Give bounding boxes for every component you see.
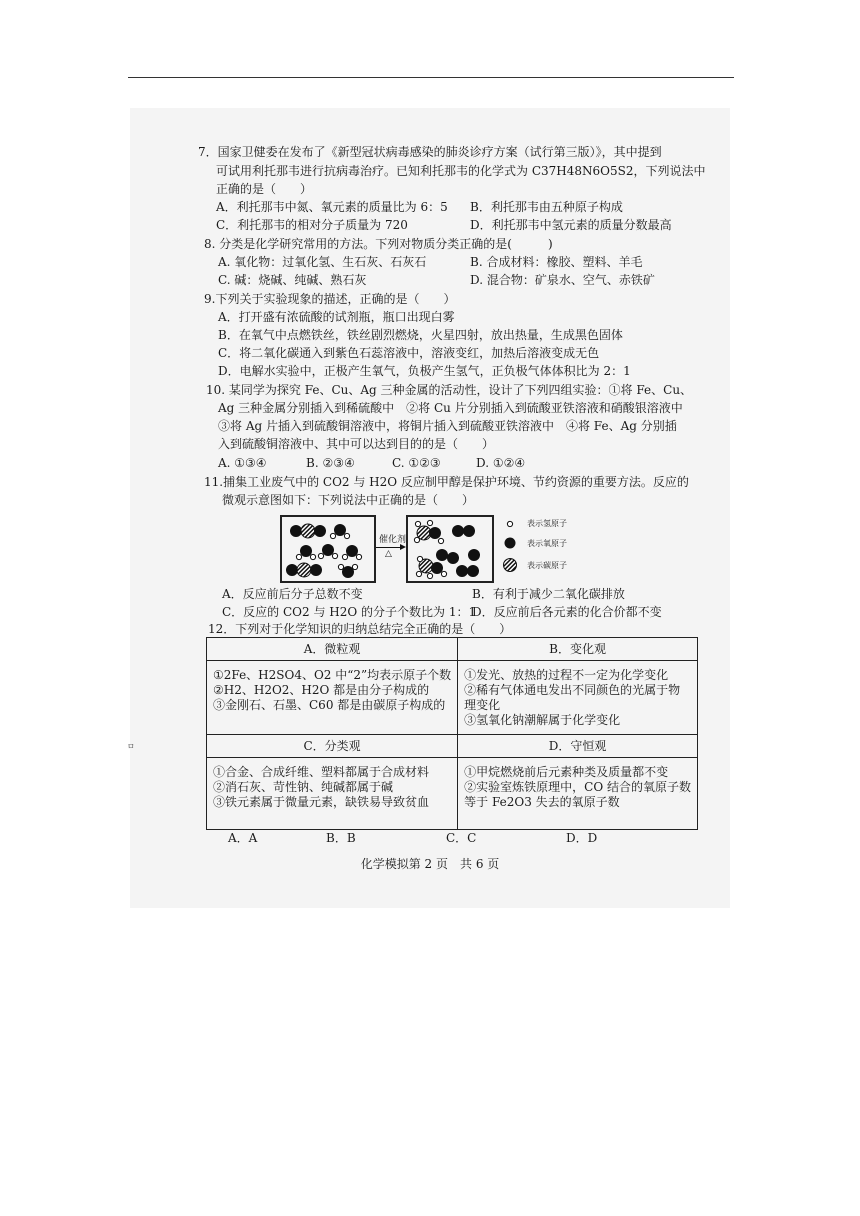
cell-a-heading: A．微粒观: [207, 638, 457, 661]
product-molecules: [408, 517, 492, 581]
hydrogen-atom-icon: [507, 521, 512, 526]
q9-option-b: B．在氧气中点燃铁丝，铁丝剧烈燃烧，火星四射，放出热量，生成黑色固体: [218, 328, 623, 342]
legend-hydrogen: 表示氢原子: [527, 519, 567, 528]
q7-stem-line2: 可试用利托那韦进行抗病毒治疗。已知利托那韦的化学式为 C37H48N6O5S2，下列说法中: [216, 164, 706, 178]
q9-option-d: D．电解水实验中，正极产生氧气，负极产生氢气，正负极气体体积比为 2：1: [218, 364, 631, 378]
reactant-molecules: [282, 517, 374, 581]
cell-c-line3: ③铁元素属于微量元素，缺铁易导致贫血: [213, 795, 430, 809]
oxygen-atom-icon: [505, 538, 516, 549]
q12-knowledge-table: [206, 637, 698, 830]
cell-d-line1: ①甲烷燃烧前后元素种类及质量都不变: [464, 765, 669, 779]
page-footer: 化学模拟第 2 页 共 6 页: [360, 857, 500, 871]
q11-stem-line1: 11.捕集工业废气中的 CO2 与 H2O 反应制甲醇是保护环境、节约资源的重要方法。反应的: [204, 475, 689, 489]
q8-option-d: D. 混合物：矿泉水、空气、赤铁矿: [470, 273, 655, 287]
cell-a-line3: ③金刚石、石墨、C60 都是由碳原子构成的: [213, 698, 446, 712]
q11-option-b: B．有利于减少二氧化碳排放: [472, 587, 625, 601]
q7-stem-line1: 7．国家卫健委在发布了《新型冠状病毒感染的肺炎诊疗方案（试行第三版）》，其中提到: [198, 145, 662, 159]
cell-c-line1: ①合金、合成纤维、塑料都属于合成材料: [213, 765, 430, 779]
cell-d-line3: 等于 Fe2O3 失去的氧原子数: [464, 795, 620, 809]
q10-stem-line1: 10. 某同学为探究 Fe、Cu、Ag 三种金属的活动性，设计了下列四组实验：①将 Fe、Cu、: [206, 383, 693, 397]
q10-stem-line4: 入到硫酸铜溶液中、其中可以达到目的的是（ ）: [218, 437, 495, 451]
cell-a-line1: ①2Fe、H2SO4、O2 中“2”均表示原子个数: [213, 668, 452, 682]
legend-carbon: 表示碳原子: [527, 561, 567, 570]
q8-option-b: B. 合成材料：橡胶、塑料、羊毛: [470, 255, 643, 269]
q12-option-b: B．B: [326, 831, 356, 845]
reactants-box: [280, 515, 376, 583]
q9-option-c: C．将二氧化碳通入到紫色石蕊溶液中，溶液变红，加热后溶液变成无色: [218, 346, 600, 360]
q7-option-a: A．利托那韦中氮、氧元素的质量比为 6：5: [216, 200, 448, 214]
q7-option-c: C．利托那韦的相对分子质量为 720: [216, 218, 408, 232]
legend-oxygen: 表示氧原子: [527, 539, 567, 548]
q11-option-a: A．反应前后分子总数不变: [222, 587, 363, 601]
cell-a: [207, 638, 458, 735]
q7-option-d: D．利托那韦中氢元素的质量分数最高: [470, 218, 672, 232]
cell-b-line2: ②稀有气体通电发出不同颜色的光属于物: [464, 683, 681, 697]
q9-stem: 9.下列关于实验现象的描述，正确的是（ ）: [204, 292, 456, 306]
q10-option-d: D. ①②④: [476, 456, 526, 470]
q9-option-a: A．打开盛有浓硫酸的试剂瓶，瓶口出现白雾: [218, 310, 455, 324]
cell-b-heading: B．变化观: [458, 638, 697, 661]
cell-d-line2: ②实验室炼铁原理中，CO 结合的氧原子数: [464, 780, 691, 794]
cell-c-body: [207, 758, 457, 829]
catalyst-label: 催化剂: [379, 535, 407, 545]
cell-c: [207, 735, 458, 830]
q10-option-b: B. ②③④: [306, 456, 355, 470]
q7-stem-line3: 正确的是（ ）: [216, 182, 313, 196]
cell-b: [458, 638, 698, 735]
products-box: [406, 515, 494, 583]
q10-stem-line3: ③将 Ag 片插入到硫酸铜溶液中，将铜片插入到硫酸亚铁溶液中 ④将 Fe、Ag 分别插: [218, 419, 677, 433]
cell-b-body: [458, 661, 697, 734]
cell-c-heading: C．分类观: [207, 735, 457, 758]
q12-stem: 12．下列对于化学知识的归纳总结完全正确的是（ ）: [208, 622, 512, 636]
cell-b-line4: ③氢氧化钠潮解属于化学变化: [464, 713, 621, 727]
margin-mark: ㅁ: [127, 742, 135, 751]
q10-stem-line2: Ag 三种金属分别插入到稀硫酸中 ②将 Cu 片分别插入到硫酸亚铁溶液和硝酸银溶液中: [218, 401, 683, 415]
cell-d: [458, 735, 698, 830]
q10-option-a: A. ①③④: [218, 456, 267, 470]
cell-a-body: [207, 661, 457, 732]
q7-option-b: B．利托那韦由五种原子构成: [470, 200, 623, 214]
q12-option-c: C．C: [446, 831, 477, 845]
q12-option-d: D．D: [566, 831, 598, 845]
cell-d-heading: D．守恒观: [458, 735, 697, 758]
cell-d-body: [458, 758, 697, 829]
q11-option-c: C．反应的 CO2 与 H2O 的分子个数比为 1：1: [222, 605, 477, 619]
q11-option-d: D．反应前后各元素的化合价都不变: [472, 605, 662, 619]
heat-symbol: △: [385, 549, 392, 559]
header-rule: [128, 77, 734, 78]
cell-b-line1: ①发光、放热的过程不一定为化学变化: [464, 668, 669, 682]
q10-option-c: C. ①②③: [392, 456, 441, 470]
q8-option-a: A. 氧化物：过氧化氢、生石灰、石灰石: [218, 255, 427, 269]
cell-c-line2: ②消石灰、苛性钠、纯碱都属于碱: [213, 780, 394, 794]
q11-stem-line2: 微观示意图如下：下列说法中正确的是（ ）: [222, 493, 475, 507]
legend-symbols: [500, 518, 524, 574]
q8-stem: 8. 分类是化学研究常用的方法。下列对物质分类正确的是( ): [204, 237, 553, 251]
cell-b-line3: 理变化: [464, 698, 501, 712]
cell-a-line2: ②H2、H2O2、H2O 都是由分子构成的: [213, 683, 430, 697]
q8-option-c: C. 碱：烧碱、纯碱、熟石灰: [218, 273, 367, 287]
q12-option-a: A．A: [228, 831, 258, 845]
carbon-atom-icon: [504, 559, 517, 572]
